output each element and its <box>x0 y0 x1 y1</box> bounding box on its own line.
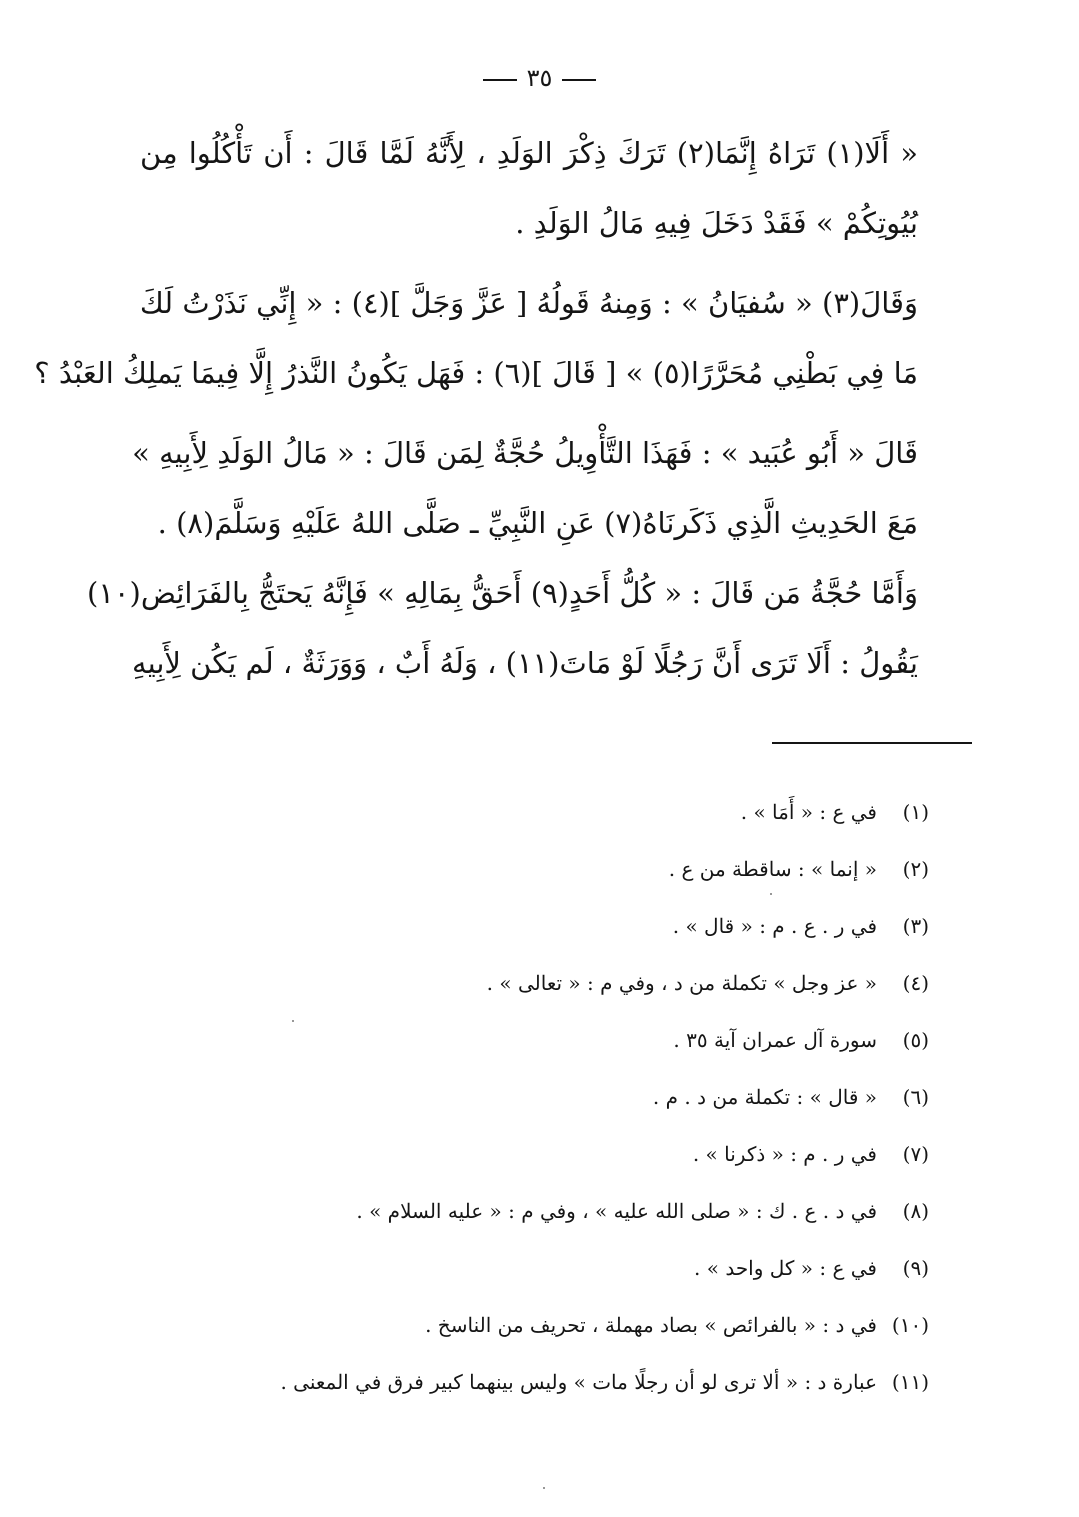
footnote <box>129 1240 929 1297</box>
text-line: وَقَالَ(٣) « سُفيَانُ » : وَمِنهُ قَولُهُ [ عَزَّ وَجَلَّ ](٤) : « إِنِّي نَذَرْتُ لَكَ <box>139 286 918 320</box>
text-line: وَأَمَّا حُجَّةُ مَن قَالَ : « كُلُّ أَحَدٍ(٩) أَحَقُّ بِمَالِهِ » فَإِنَّهُ يَحتَجُّ بِالفَرَائِض(١٠) <box>87 576 918 610</box>
footnote-number: (٤) <box>902 971 929 995</box>
footnote <box>129 784 929 841</box>
footnote-number: (٩) <box>902 1256 929 1280</box>
main-text <box>34 118 918 698</box>
footnote-text: في د : « بالفرائص » بصاد مهملة ، تحريف من الناسخ . <box>425 1313 877 1337</box>
footnote-text: عبارة د : « ألا ترى لو أن رجلًا مات » وليس بينهما كبير فرق في المعنى . <box>280 1370 877 1394</box>
footnote <box>129 1012 929 1069</box>
footnote-text: في ر . م : « ذكرنا » . <box>692 1142 877 1166</box>
footnote-text: في ع : « كل واحد » . <box>694 1256 877 1280</box>
footnote-text: في ع : « أَمَا » . <box>740 800 877 824</box>
footnote-separator <box>772 742 972 744</box>
text-line: قَالَ « أَبُو عُبَيد » : فَهَذَا التَّأْوِيلُ حُجَّةٌ لِمَن قَالَ : « مَالُ الوَلَدِ لِأَبِيهِ » <box>132 436 918 470</box>
footnote-text: سورة آل عمران آية ٣٥ . <box>673 1028 877 1052</box>
footnote-text: « إنما » : ساقطة من ع . <box>668 857 877 881</box>
page-number <box>0 64 1079 92</box>
footnote <box>129 1297 929 1354</box>
page-number-dash-left <box>562 79 596 81</box>
scan-speck <box>292 1020 294 1022</box>
scan-speck <box>543 1487 545 1489</box>
footnote-text: « عز وجل » تكملة من د ، وفي م : « تعالى » . <box>486 971 877 995</box>
page-number-text: ٣٥ <box>526 64 553 92</box>
footnote-number: (٢) <box>902 857 929 881</box>
footnote-number: (١٠) <box>891 1313 929 1337</box>
footnote-text: في ر . ع . م : « قال » . <box>672 914 877 938</box>
footnote <box>129 898 929 955</box>
footnote-text: في د . ع . ك : « صلى الله عليه » ، وفي م : « عليه السلام » . <box>356 1199 877 1223</box>
footnote-number: (٥) <box>902 1028 929 1052</box>
footnote-number: (٧) <box>902 1142 929 1166</box>
page-number-dash-right <box>483 79 517 81</box>
footnote <box>129 1069 929 1126</box>
footnote <box>129 841 929 898</box>
footnote-number: (١١) <box>891 1370 929 1394</box>
footnote <box>129 955 929 1012</box>
footnote-number: (١) <box>902 800 929 824</box>
footnote-number: (٨) <box>902 1199 929 1223</box>
footnote-number: (٦) <box>902 1085 929 1109</box>
text-line: يَقُولُ : أَلَا تَرَى أَنَّ رَجُلًا لَوْ مَاتَ(١١) ، وَلَهُ أَبٌ ، وَوَرَثَةٌ ، لَم يَكُن لِأَبِيهِ <box>132 646 918 680</box>
text-line: مَا فِي بَطْنِي مُحَرَّرًا(٥) » [ قَالَ ](٦) : فَهَل يَكُونُ النَّذرُ إِلَّا فِيمَا يَملِكُ العَبْدُ ؟ <box>34 356 918 390</box>
text-line: « أَلَا(١) تَرَاهُ إِنَّمَا(٢) تَرَكَ ذِكْرَ الوَلَدِ ، لِأَنَّهُ لَمَّا قَالَ : أَن تَأْكُلُوا مِن <box>140 136 918 170</box>
scan-speck <box>770 893 772 895</box>
footnote <box>129 1354 929 1411</box>
footnote-number: (٣) <box>902 914 929 938</box>
footnotes <box>129 784 929 1411</box>
footnote-text: « قال » : تكملة من د . م . <box>652 1085 877 1109</box>
text-line: بُيُوتِكُمْ » فَقَدْ دَخَلَ فِيهِ مَالُ الوَلَدِ . <box>515 206 918 240</box>
footnote <box>129 1126 929 1183</box>
text-line: مَعَ الحَدِيثِ الَّذِي ذَكَرنَاهُ(٧) عَنِ النَّبِيِّ ـ صَلَّى اللهُ عَلَيْهِ وَسَلَّمَ(٨) . <box>157 506 918 540</box>
footnote <box>129 1183 929 1240</box>
